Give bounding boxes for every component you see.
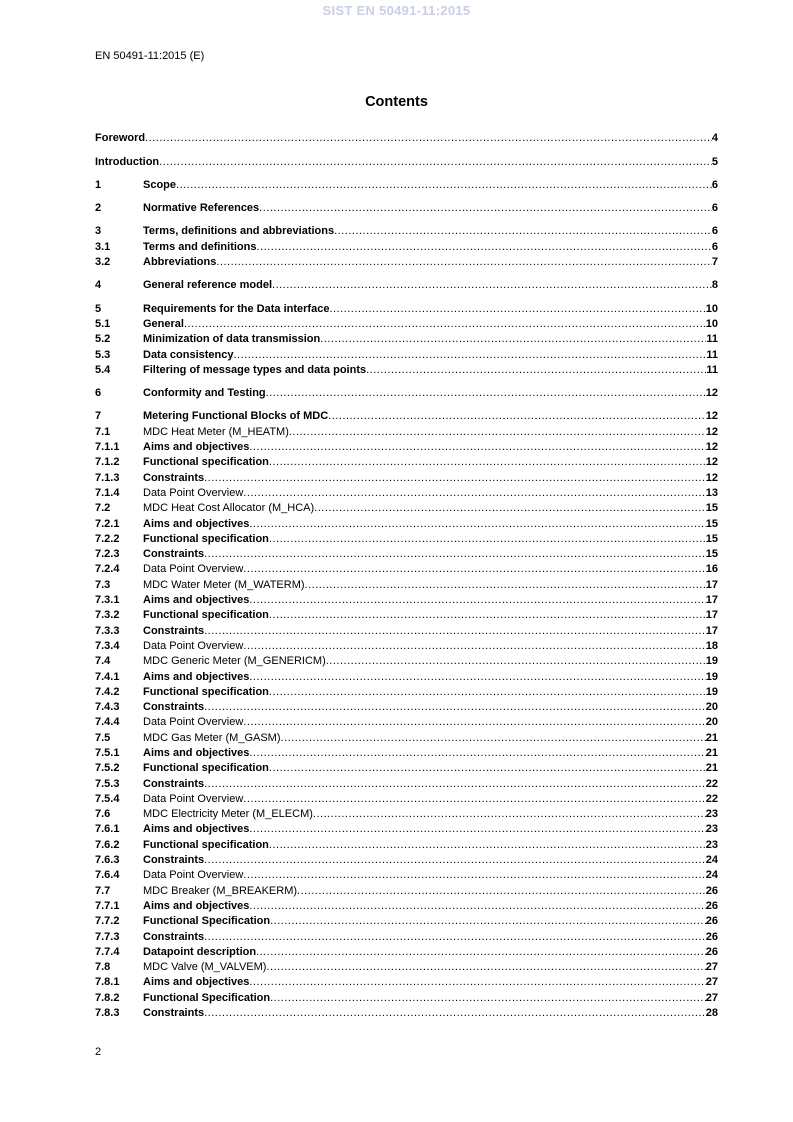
toc-entry-title: Constraints (143, 1007, 205, 1020)
toc-entry[interactable] (95, 684, 718, 699)
toc-entry[interactable] (95, 576, 718, 591)
toc-entry-page: 4 (711, 132, 718, 145)
dot-leader (329, 303, 705, 316)
toc-entry[interactable] (95, 277, 718, 292)
toc-entry-page: 17 (705, 624, 718, 637)
toc-entry-title: Scope (143, 178, 177, 191)
toc-entry-title: General reference model (143, 279, 273, 292)
toc-entry-page: 12 (705, 387, 718, 400)
toc-entry-number: 7.4.2 (95, 685, 120, 698)
toc-entry-page: 6 (711, 225, 718, 238)
toc-entry-title: MDC Water Meter (M_WATERM) (143, 578, 305, 591)
dot-leader (216, 256, 712, 269)
toc-entry[interactable] (95, 622, 718, 637)
toc-entry[interactable] (95, 745, 718, 760)
toc-entry-number: 7.6.1 (95, 823, 120, 836)
toc-entry-number: 7.4.1 (95, 670, 120, 683)
toc-entry-title: Abbreviations (143, 256, 217, 269)
toc-entry-title: Data Point Overview (143, 563, 244, 576)
dot-leader (320, 333, 706, 346)
toc-entry-page: 26 (705, 930, 718, 943)
toc-entry-page: 11 (706, 363, 718, 376)
toc-entry[interactable] (95, 928, 718, 943)
toc-entry-number: 5.4 (95, 363, 111, 376)
document-id: EN 50491-11:2015 (E) (95, 50, 205, 62)
toc-entry-title: Data consistency (143, 348, 234, 361)
dot-leader (326, 655, 706, 668)
dot-leader (269, 839, 706, 852)
toc-entry-number: 7.6.3 (95, 854, 120, 867)
toc-entry-title: Introduction (95, 155, 160, 168)
watermark: SIST EN 50491-11:2015 (322, 3, 471, 18)
toc-entry-page: 8 (711, 279, 718, 292)
toc-entry[interactable] (95, 177, 718, 192)
toc-entry-page: 6 (711, 240, 718, 253)
toc-entry-page: 15 (705, 548, 718, 561)
toc-entry-title: MDC Heat Cost Allocator (M_HCA) (143, 502, 315, 515)
toc-entry-title: Functional specification (143, 838, 269, 851)
toc-entry-number: 7.3.4 (95, 639, 120, 652)
dot-leader (270, 992, 706, 1005)
toc-entry-page: 11 (706, 333, 718, 346)
toc-entry-number: 7.3.2 (95, 609, 120, 622)
dot-leader (256, 946, 706, 959)
dot-leader (249, 441, 705, 454)
toc-entry[interactable] (95, 300, 718, 315)
toc-entry-title: Functional Specification (143, 991, 271, 1004)
toc-entry-number: 7.4 (95, 655, 111, 668)
toc-entry-number: 7.7.2 (95, 915, 120, 928)
dot-leader (269, 609, 706, 622)
dot-leader (184, 318, 706, 331)
toc-entry-page: 12 (705, 441, 718, 454)
dot-leader (266, 961, 705, 974)
toc-entry-page: 27 (705, 976, 718, 989)
toc-entry-page: 26 (705, 945, 718, 958)
toc-entry-number: 7.8.1 (95, 976, 120, 989)
toc-entry-title: MDC Valve (M_VALVEM) (143, 961, 267, 974)
dot-leader (243, 640, 705, 653)
dot-leader (259, 202, 712, 215)
dot-leader (243, 793, 705, 806)
dot-leader (204, 1007, 706, 1020)
toc-entry-title: Functional Specification (143, 915, 271, 928)
toc-entry-title: Conformity and Testing (143, 387, 266, 400)
toc-entry-page: 12 (705, 471, 718, 484)
toc-entry-page: 20 (705, 716, 718, 729)
toc-entry-title: Constraints (143, 471, 205, 484)
toc-entry[interactable] (95, 852, 718, 867)
toc-entry-page: 19 (705, 685, 718, 698)
toc-entry-page: 19 (705, 655, 718, 668)
toc-entry[interactable] (95, 531, 718, 546)
toc-entry-page: 21 (705, 731, 718, 744)
toc-entry-page: 22 (705, 792, 718, 805)
toc-entry-title: Aims and objectives (143, 594, 250, 607)
toc-entry-number: 7 (95, 410, 102, 423)
toc-entry[interactable] (95, 362, 718, 377)
toc-entry-number: 7.8.2 (95, 991, 120, 1004)
toc-entry-title: MDC Gas Meter (M_GASM) (143, 731, 281, 744)
toc-entry[interactable] (95, 944, 718, 959)
toc-entry[interactable] (95, 714, 718, 729)
toc-entry-number: 7.4.3 (95, 701, 120, 714)
toc-entry-page: 6 (711, 178, 718, 191)
toc-entry-page: 28 (705, 1007, 718, 1020)
toc-entry-title: Filtering of message types and data points (143, 363, 367, 376)
toc-entry[interactable] (95, 729, 718, 744)
toc-entry-page: 21 (705, 746, 718, 759)
toc-entry-number: 2 (95, 202, 102, 215)
toc-entry-number: 7.3 (95, 578, 111, 591)
toc-entry-page: 23 (705, 808, 718, 821)
dot-leader (297, 885, 706, 898)
toc-entry[interactable] (95, 592, 718, 607)
dot-leader (204, 548, 706, 561)
toc-entry-title: Functional specification (143, 762, 269, 775)
toc-entry-title: Requirements for the Data interface (143, 302, 330, 315)
toc-entry-page: 27 (705, 991, 718, 1004)
toc-entry-number: 7.7.4 (95, 945, 120, 958)
toc-entry-title: Aims and objectives (143, 746, 250, 759)
page-number: 2 (95, 1046, 102, 1058)
toc-entry-title: Functional specification (143, 532, 269, 545)
toc-entry[interactable] (95, 653, 718, 668)
toc-entry-number: 5.1 (95, 317, 111, 330)
dot-leader (249, 747, 705, 760)
toc-entry-title: General (143, 317, 184, 330)
toc-entry-page: 17 (705, 594, 718, 607)
toc-entry-page: 22 (705, 777, 718, 790)
toc-entry-title: Data Point Overview (143, 869, 244, 882)
toc-entry[interactable] (95, 500, 718, 515)
toc-entry-title: Datapoint description (143, 945, 257, 958)
dot-leader (266, 387, 706, 400)
toc-entry-page: 12 (705, 425, 718, 438)
dot-leader (204, 931, 706, 944)
toc-entry[interactable] (95, 515, 718, 530)
dot-leader (313, 808, 706, 821)
dot-leader (243, 487, 705, 500)
toc-entry-page: 12 (705, 456, 718, 469)
toc-entry[interactable] (95, 254, 718, 269)
toc-entry[interactable] (95, 346, 718, 361)
toc-entry-title: Constraints (143, 548, 205, 561)
toc-entry-page: 19 (705, 670, 718, 683)
dot-leader (204, 778, 706, 791)
toc-entry-title: Constraints (143, 854, 205, 867)
toc-entry-number: 7.2.1 (95, 517, 120, 530)
toc-entry-title: Functional specification (143, 685, 269, 698)
dot-leader (243, 563, 705, 576)
toc-entry-page: 20 (705, 701, 718, 714)
dot-leader (328, 410, 706, 423)
toc-entry-page: 26 (705, 915, 718, 928)
toc-entry-number: 5.2 (95, 333, 111, 346)
dot-leader (269, 686, 706, 699)
toc-entry[interactable] (95, 760, 718, 775)
toc-entry-title: Terms and definitions (143, 240, 257, 253)
toc-entry[interactable] (95, 913, 718, 928)
toc-entry[interactable] (95, 791, 718, 806)
page-title: Contents (365, 94, 428, 110)
toc-entry[interactable] (95, 153, 718, 168)
toc-entry-page: 18 (705, 639, 718, 652)
toc-entry-number: 7.1.3 (95, 471, 120, 484)
toc-entry-page: 10 (705, 317, 718, 330)
toc-entry-page: 24 (705, 854, 718, 867)
dot-leader (314, 502, 706, 515)
table-of-contents (95, 130, 718, 1020)
dot-leader (249, 671, 705, 684)
dot-leader (145, 132, 712, 145)
toc-entry-title: Constraints (143, 777, 205, 790)
toc-entry-page: 26 (705, 899, 718, 912)
toc-entry-number: 7.1.1 (95, 441, 120, 454)
dot-leader (204, 472, 706, 485)
toc-entry[interactable] (95, 668, 718, 683)
dot-leader (249, 900, 705, 913)
toc-entry[interactable] (95, 561, 718, 576)
toc-entry-number: 7.1 (95, 425, 111, 438)
toc-entry-number: 7.7.1 (95, 899, 120, 912)
dot-leader (366, 364, 706, 377)
dot-leader (269, 762, 706, 775)
toc-entry-title: Minimization of data transmission (143, 333, 321, 346)
toc-entry-title: Constraints (143, 624, 205, 637)
toc-entry-page: 17 (705, 578, 718, 591)
toc-entry-number: 7.6 (95, 808, 111, 821)
toc-entry-number: 7.7 (95, 884, 111, 897)
toc-entry-title: Data Point Overview (143, 792, 244, 805)
toc-entry-page: 23 (705, 838, 718, 851)
toc-entry-page: 15 (705, 502, 718, 515)
toc-entry[interactable] (95, 821, 718, 836)
toc-entry-number: 1 (95, 178, 102, 191)
toc-entry-title: Metering Functional Blocks of MDC (143, 410, 329, 423)
dot-leader (270, 915, 706, 928)
toc-entry-number: 5.3 (95, 348, 111, 361)
toc-entry-page: 17 (705, 609, 718, 622)
dot-leader (249, 594, 705, 607)
dot-leader (243, 716, 705, 729)
toc-entry-title: Aims and objectives (143, 823, 250, 836)
toc-entry-number: 7.2.4 (95, 563, 120, 576)
toc-entry-title: MDC Generic Meter (M_GENERICM) (143, 655, 326, 668)
toc-entry[interactable] (95, 439, 718, 454)
toc-entry[interactable] (95, 454, 718, 469)
toc-entry-number: 5 (95, 302, 102, 315)
toc-entry-page: 21 (705, 762, 718, 775)
toc-entry-number: 7.6.4 (95, 869, 120, 882)
toc-entry[interactable] (95, 200, 718, 215)
toc-entry-number: 3.1 (95, 240, 111, 253)
toc-entry[interactable] (95, 974, 718, 989)
toc-entry-title: Aims and objectives (143, 670, 250, 683)
toc-entry-title: Data Point Overview (143, 486, 244, 499)
toc-entry[interactable] (95, 882, 718, 897)
toc-entry[interactable] (95, 806, 718, 821)
toc-entry-number: 6 (95, 387, 102, 400)
toc-entry-number: 7.1.4 (95, 486, 120, 499)
dot-leader (159, 156, 712, 169)
toc-entry[interactable] (95, 385, 718, 400)
toc-entry[interactable] (95, 485, 718, 500)
toc-entry[interactable] (95, 316, 718, 331)
toc-entry-title: Constraints (143, 930, 205, 943)
toc-entry[interactable] (95, 546, 718, 561)
toc-entry[interactable] (95, 775, 718, 790)
dot-leader (176, 179, 712, 192)
dot-leader (249, 976, 705, 989)
toc-entry[interactable] (95, 638, 718, 653)
toc-entry-page: 11 (706, 348, 718, 361)
toc-entry-title: MDC Heat Meter (M_HEATM) (143, 425, 289, 438)
dot-leader (243, 869, 705, 882)
toc-entry[interactable] (95, 836, 718, 851)
toc-entry[interactable] (95, 130, 718, 145)
toc-entry[interactable] (95, 238, 718, 253)
toc-entry[interactable] (95, 331, 718, 346)
toc-entry[interactable] (95, 1005, 718, 1020)
toc-entry-number: 3 (95, 225, 102, 238)
toc-entry[interactable] (95, 898, 718, 913)
toc-entry[interactable] (95, 989, 718, 1004)
toc-entry-page: 26 (705, 884, 718, 897)
toc-entry-title: Aims and objectives (143, 976, 250, 989)
dot-leader (204, 625, 706, 638)
dot-leader (256, 241, 711, 254)
toc-entry-title: Constraints (143, 701, 205, 714)
toc-entry-title: Normative References (143, 202, 260, 215)
dot-leader (281, 732, 706, 745)
toc-entry[interactable] (95, 699, 718, 714)
toc-entry-number: 7.8.3 (95, 1007, 120, 1020)
toc-entry-title: Functional specification (143, 609, 269, 622)
toc-entry-number: 7.3.3 (95, 624, 120, 637)
dot-leader (305, 579, 706, 592)
toc-entry[interactable] (95, 867, 718, 882)
toc-entry-page: 15 (705, 517, 718, 530)
toc-entry-number: 7.3.1 (95, 594, 120, 607)
toc-entry-page: 27 (705, 961, 718, 974)
toc-entry-number: 3.2 (95, 256, 111, 269)
toc-entry-page: 12 (705, 410, 718, 423)
dot-leader (204, 854, 706, 867)
toc-entry[interactable] (95, 959, 718, 974)
toc-entry-number: 4 (95, 279, 102, 292)
dot-leader (249, 518, 705, 531)
toc-entry[interactable] (95, 408, 718, 423)
toc-entry-title: Data Point Overview (143, 716, 244, 729)
toc-entry-page: 13 (705, 486, 718, 499)
toc-entry-title: Aims and objectives (143, 517, 250, 530)
toc-entry-page: 23 (705, 823, 718, 836)
toc-entry-title: Foreword (95, 132, 146, 145)
toc-entry-page: 5 (711, 155, 718, 168)
dot-leader (272, 279, 712, 292)
dot-leader (269, 533, 706, 546)
toc-entry-title: Data Point Overview (143, 639, 244, 652)
toc-entry-title: Aims and objectives (143, 899, 250, 912)
toc-entry-number: 7.2.3 (95, 548, 120, 561)
toc-entry-number: 7.2.2 (95, 532, 120, 545)
dot-leader (269, 456, 706, 469)
toc-entry-number: 7.5.2 (95, 762, 120, 775)
toc-entry-number: 7.5.4 (95, 792, 120, 805)
toc-entry-page: 15 (705, 532, 718, 545)
toc-entry-number: 7.8 (95, 961, 111, 974)
dot-leader (233, 349, 706, 362)
toc-entry-number: 7.5.1 (95, 746, 120, 759)
toc-entry-title: Functional specification (143, 456, 269, 469)
toc-entry-page: 10 (705, 302, 718, 315)
toc-entry-number: 7.1.2 (95, 456, 120, 469)
toc-entry[interactable] (95, 423, 718, 438)
toc-entry-title: Aims and objectives (143, 441, 250, 454)
toc-entry-number: 7.5.3 (95, 777, 120, 790)
toc-entry-page: 6 (711, 202, 718, 215)
toc-entry-title: MDC Breaker (M_BREAKERM) (143, 884, 298, 897)
dot-leader (289, 426, 706, 439)
dot-leader (334, 225, 712, 238)
toc-entry-number: 7.2 (95, 502, 111, 515)
toc-entry-title: Terms, definitions and abbreviations (143, 225, 335, 238)
toc-entry[interactable] (95, 223, 718, 238)
toc-entry-number: 7.6.2 (95, 838, 120, 851)
toc-entry-page: 24 (705, 869, 718, 882)
toc-entry-number: 7.5 (95, 731, 111, 744)
toc-entry-number: 7.7.3 (95, 930, 120, 943)
toc-entry-number: 7.4.4 (95, 716, 120, 729)
toc-entry[interactable] (95, 607, 718, 622)
dot-leader (204, 701, 706, 714)
dot-leader (249, 823, 705, 836)
toc-entry-page: 16 (705, 563, 718, 576)
toc-entry-title: MDC Electricity Meter (M_ELECM) (143, 808, 313, 821)
toc-entry-page: 7 (711, 256, 718, 269)
toc-entry[interactable] (95, 469, 718, 484)
